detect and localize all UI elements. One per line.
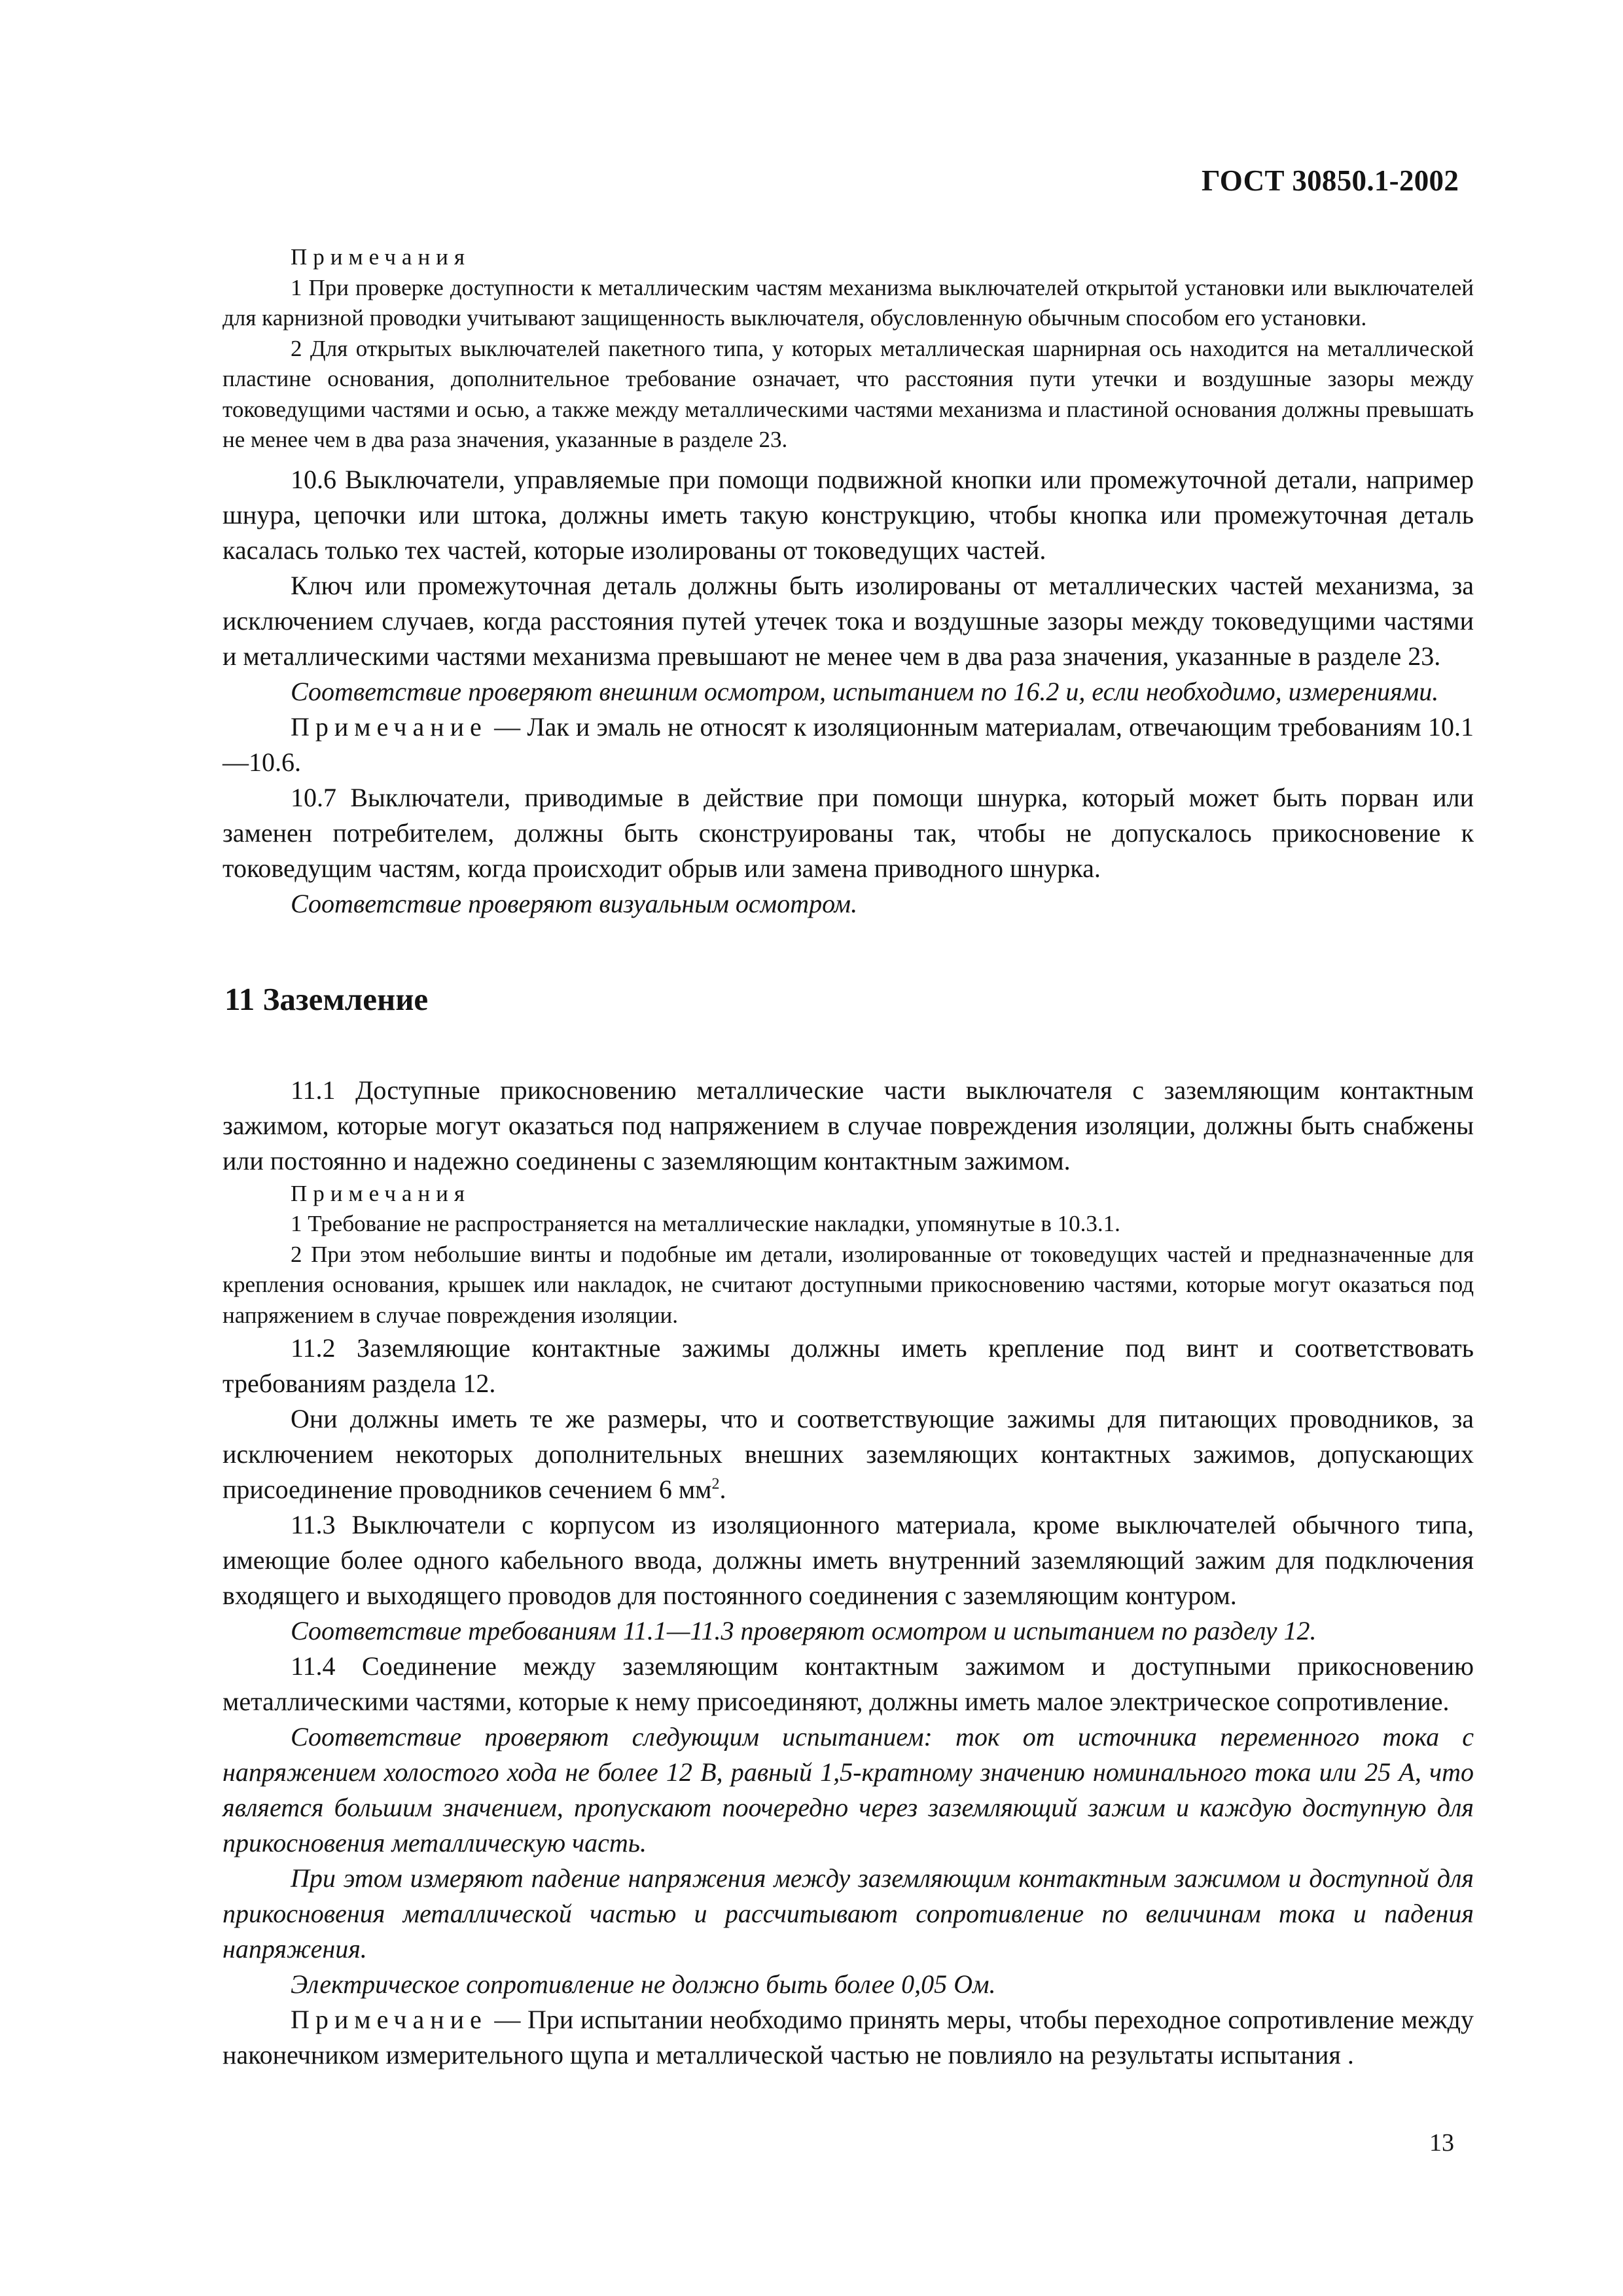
- clause-10-7: 10.7 Выключатели, приводимые в действие при помощи шнурка, который может быть порван или заменен потребителем, должны быть сконструированы так, чтобы не допускалось прикосновение к токоведущим частям, когда происходит обрыв или замена приводного шнурка.: [223, 782, 1474, 883]
- clause-10-7-compliance: Соответствие проверяют визуальным осмотром.: [291, 888, 858, 918]
- note-paragraph: 1 При проверке доступности к металлическим частям механизма выключателей открытой установки или выключателей для карнизной проводки учитывают защищенность выключателя, обусловленную обычным способом его установки.: [223, 274, 1474, 331]
- clause-11-2-paragraph: [223, 1401, 1474, 1507]
- clause-11-2-text: Они должны иметь те же размеры, что и соответствующие зажимы для питающих проводников, за исключением некоторых дополнительных внешних заземляющих контактных зажимов, допускающих присоединение проводников сечением 6 мм: [223, 1404, 1474, 1504]
- notes-label: Примечания: [291, 1180, 471, 1206]
- clause-10-6-paragraph: Ключ или промежуточная деталь должны быть изолированы от металлических частей механизма, за исключением случаев, когда расстояния путей утечек тока и воздушные зазоры между токоведущими частями и металлическими частями механизма превышают не менее чем в два раза значения, указанные в разделе 23.: [223, 570, 1474, 671]
- section-heading: 11 Заземление: [224, 980, 429, 1017]
- page-body: [223, 242, 1474, 2073]
- clause-11-3: 11.3 Выключатели с корпусом из изоляционного материала, кроме выключателей обычного типа, имеющие более одного кабельного ввода, должны иметь внутренний заземляющий зажим для подключения входящего и выходящего проводов для постоянного соединения с заземляющим контуром.: [223, 1510, 1474, 1610]
- page-number: 13: [1429, 2129, 1454, 2157]
- note-paragraph: 1 Требование не распространяется на металлические накладки, упомянутые в 10.3.1.: [291, 1211, 1120, 1236]
- clause-11-2: 11.2 Заземляющие контактные зажимы должны иметь крепление под винт и соответствовать требованиям раздела 12.: [223, 1333, 1474, 1398]
- note-label: Примечание: [291, 711, 488, 742]
- note-paragraph: 2 При этом небольшие винты и подобные им детали, изолированные от токоведущих частей и предназначенные для крепления основания, крышек или накладок, не считают доступными прикосновению частями, которые могут оказаться под напряжением в случае повреждения изоляции.: [223, 1241, 1474, 1328]
- clause-10-6: 10.6 Выключатели, управляемые при помощи подвижной кнопки или промежуточной детали, например шнура, цепочки или штока, должны иметь такую конструкцию, чтобы кнопка или промежуточная деталь касалась только тех частей, которые изолированы от токоведущих частей.: [223, 464, 1474, 565]
- clause-11-4-resistance: Электрическое сопротивление не должно быть более 0,05 Ом.: [291, 1969, 996, 1999]
- clause-11-4-compliance: Соответствие проверяют следующим испытанием: ток от источника переменного тока с напряжением холостого хода не более 12 В, равный 1,5-кратному значению номинального тока или 25 А, что является большим значением, пропускают поочередно через заземляющий зажим и каждую доступную для прикосновения металлическую часть.: [223, 1722, 1474, 1857]
- clause-11-4-measurement: При этом измеряют падение напряжения между заземляющим контактным зажимом и доступной для прикосновения металлической частью и рассчитывают сопротивление по величинам тока и падения напряжения.: [223, 1863, 1474, 1964]
- superscript: 2: [711, 1475, 720, 1493]
- clause-10-6-note: [223, 709, 1474, 780]
- clause-11-1: 11.1 Доступные прикосновению металлические части выключателя с заземляющим контактным зажимом, которые могут оказаться под напряжением в случае повреждения изоляции, должны быть снабжены или постоянно и надежно соединены с заземляющим контактным зажимом.: [223, 1075, 1474, 1175]
- notes-label: Примечания: [291, 244, 471, 270]
- clause-11-4-note: [223, 2002, 1474, 2073]
- document-code: ГОСТ 30850.1-2002: [1202, 164, 1459, 197]
- note-text: — Лак и эмаль не относят к изоляционным материалам, отвечающим требованиям 10.1—10.6.: [223, 711, 1474, 777]
- note-paragraph: 2 Для открытых выключателей пакетного типа, у которых металлическая шарнирная ось находится на металлической пластине основания, дополнительное требование означает, что расстояния пути утечки и воздушные зазоры между токоведущими частями и осью, а также между металлическими частями механизма и пластиной основания должны превышать не менее чем в два раза значения, указанные в разделе 23.: [223, 335, 1474, 452]
- clause-11-2-end: .: [719, 1475, 726, 1504]
- clause-11-3-compliance: Соответствие требованиям 11.1—11.3 проверяют осмотром и испытанием по разделу 12.: [291, 1616, 1317, 1645]
- note-label: Примечание: [291, 2005, 488, 2034]
- clause-11-4: 11.4 Соединение между заземляющим контактным зажимом и доступными прикосновению металлическими частями, которые к нему присоединяют, должны иметь малое электрическое сопротивление.: [223, 1651, 1474, 1716]
- clause-10-6-compliance: Соответствие проверяют внешним осмотром, испытанием по 16.2 и, если необходимо, измерениями.: [291, 676, 1439, 706]
- note-text: — При испытании необходимо принять меры, чтобы переходное сопротивление между наконечником измерительного щупа и металлической частью не повлияло на результаты испытания .: [223, 2005, 1474, 2070]
